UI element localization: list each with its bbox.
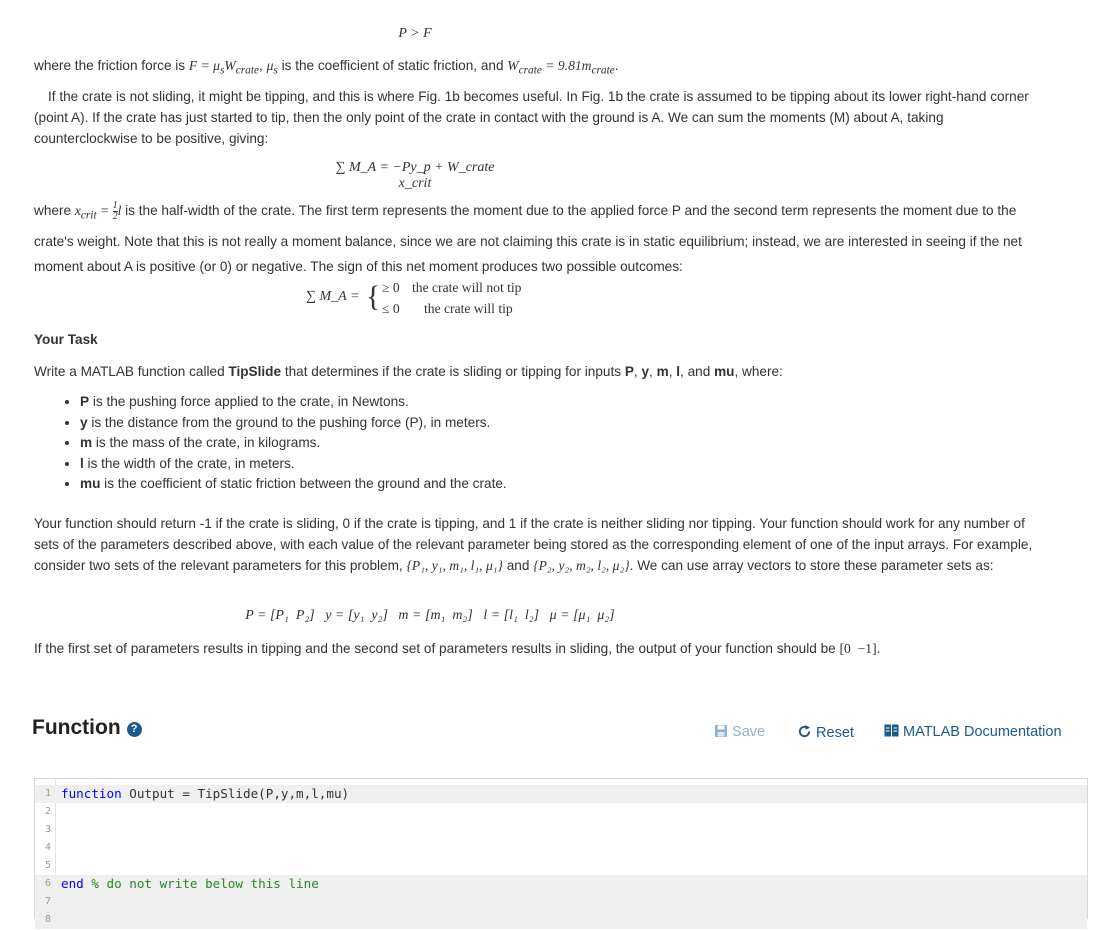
code-text — [61, 785, 349, 803]
param-desc: is the width of the crate, in meters. — [83, 455, 295, 471]
param-term: m — [80, 435, 93, 451]
text: , — [668, 364, 677, 379]
math-part: l — [117, 203, 122, 218]
case1-condition: ≥ 0 — [382, 280, 400, 295]
param-term: y — [80, 414, 88, 430]
code-comment: % do not write below this line — [83, 876, 319, 891]
paragraph-task-intro — [34, 361, 1044, 382]
parameter-list — [62, 392, 507, 495]
code-line — [35, 785, 1087, 803]
list-item — [80, 474, 507, 495]
text: , where: — [734, 364, 783, 379]
math-part: W — [224, 58, 236, 73]
param-desc: is the mass of the crate, in kilograms. — [92, 435, 321, 451]
text: Write a MATLAB function called — [34, 364, 229, 379]
line-number: 1 — [44, 788, 51, 799]
param: m — [656, 364, 669, 379]
equation-arrays: P = [P₁ P₂] y = [y₁ y₂] m = [m₁ m₂] l = [l₁ l₂] μ = [μ₁ μ₂] — [245, 608, 615, 623]
equation-cases — [306, 280, 566, 320]
param-term: l — [80, 455, 84, 471]
math-sub: s — [220, 64, 225, 77]
matlab-documentation-link[interactable] — [884, 724, 1062, 740]
list-item — [80, 392, 507, 413]
text: If the first set of parameters results in tipping and the second set of parameters results in sliding, the output of your function should be — [34, 641, 840, 656]
code-line[interactable] — [35, 803, 1087, 821]
line-number: 2 — [44, 806, 51, 817]
code-line[interactable] — [35, 857, 1087, 875]
documentation-label: MATLAB Documentation — [903, 724, 1062, 740]
text: . — [614, 58, 619, 73]
case2-text: the crate will tip — [424, 301, 513, 316]
text: , — [259, 58, 267, 73]
math-xcrit — [74, 200, 122, 223]
function-title-text: Function — [32, 716, 121, 739]
param-desc: is the distance from the ground to the pushing force (P), in meters. — [87, 414, 491, 430]
reset-button[interactable] — [797, 724, 854, 741]
math-sub: crate — [518, 64, 542, 77]
case2-condition: ≤ 0 — [382, 301, 400, 316]
text: that determines if the crate is sliding or tipping for inputs — [281, 364, 625, 379]
text: Your function should return -1 if the crate is sliding, 0 if the crate is tipping, and 1 if the crate is neither sliding nor tipping. Your function should work for any number of sets of the parameters described above, with each value of the relevant parameter being stored as the corresponding element of one of the input arrays. For example, consider two sets of the relevant parameters for this problem, — [34, 516, 1033, 573]
math-mu — [266, 58, 278, 77]
text: , — [633, 364, 642, 379]
math-sub: crate — [591, 64, 615, 77]
code-line[interactable] — [35, 821, 1087, 839]
code-line — [35, 911, 1087, 929]
reset-label: Reset — [816, 725, 854, 741]
function-name: TipSlide — [228, 364, 282, 379]
text: , and — [680, 364, 715, 379]
fraction-denominator: 2 — [112, 211, 118, 223]
code-line[interactable] — [35, 839, 1087, 857]
save-label: Save — [732, 724, 766, 740]
save-button[interactable] — [714, 724, 765, 740]
paragraph-example — [34, 638, 1044, 659]
param-term: mu — [80, 476, 101, 492]
text: where — [34, 203, 75, 218]
cases-brace-icon: { — [366, 280, 381, 313]
cases-lhs: ∑ M_A = — [306, 289, 360, 304]
math-part: μ — [266, 58, 274, 73]
task-heading: Your Task — [34, 332, 98, 347]
math-part: = — [96, 203, 113, 218]
line-number: 3 — [44, 824, 51, 835]
math-part: W — [507, 58, 519, 73]
case1-text: the crate will not tip — [412, 280, 522, 295]
param-desc: is the pushing force applied to the crate, in Newtons. — [89, 394, 409, 409]
line-number: 6 — [44, 878, 51, 889]
param-term: P — [80, 394, 90, 409]
line-number: 8 — [44, 914, 51, 925]
text: . — [876, 641, 881, 656]
paragraph-friction — [34, 55, 1044, 82]
refresh-icon — [797, 724, 812, 739]
paragraph-tipping: If the crate is not sliding, it might be tipping, and this is where Fig. 1b becomes useful. In Fig. 1b the crate is assumed to be tipping about its lower right-hand corner (point A). If the crate has just started to tip, then the only point of the crate in contact with the ground is A. We can sum the moments (M) about A, taking counterclockwise to be positive, giving: — [34, 89, 1029, 146]
list-item — [80, 413, 507, 434]
param: l — [676, 364, 681, 379]
math-set1: {P₁, y₁, m₁, l₁, μ₁} — [406, 558, 503, 573]
text: is the coefficient of static friction, and — [277, 58, 508, 73]
math-friction — [188, 58, 260, 77]
text: and — [502, 558, 534, 573]
text: , — [649, 364, 657, 379]
equation-moment-sum: ∑ M_A = −Py_p + W_crate x_crit — [335, 160, 495, 191]
code-line — [35, 875, 1087, 893]
line-number: 4 — [44, 842, 51, 853]
math-weight — [507, 58, 615, 77]
list-item — [80, 454, 507, 475]
function-title — [32, 716, 142, 740]
math-sub: crate — [235, 64, 260, 77]
text: is the half-width of the crate. The first term represents the moment due to the applied force P and the second term represents the moment due to the crate's weight. Note that this is not really a moment balance, since we are not claiming this crate is in static equilibrium; instead, we are interested in seeing if the net moment about A is positive (or 0) or negative. The sign of this net moment produces two possible outcomes: — [34, 203, 1022, 274]
param: P — [624, 364, 634, 379]
math-part: F = μ — [188, 58, 220, 73]
math-part: = 9.81m — [541, 58, 592, 73]
floppy-disk-icon — [714, 724, 728, 738]
equation-sliding-condition: P > F — [398, 26, 432, 41]
help-icon[interactable]: ? — [127, 722, 142, 737]
line-number: 7 — [44, 896, 51, 907]
code-editor[interactable] — [34, 778, 1088, 925]
param: mu — [714, 364, 735, 379]
list-item — [80, 433, 507, 454]
code-line — [35, 893, 1087, 911]
math-part: x — [74, 203, 81, 218]
fraction-numerator: 1 — [112, 200, 118, 212]
code-keyword: end — [61, 876, 84, 891]
math-sub: s — [273, 64, 278, 77]
paragraph-return — [34, 513, 1044, 576]
math-output-vector: [0 −1] — [839, 641, 877, 656]
text: . We can use array vectors to store these parameter sets as: — [629, 558, 994, 573]
math-sub: crit — [80, 209, 97, 222]
book-icon — [884, 724, 899, 737]
param-desc: is the coefficient of static friction between the ground and the crate. — [100, 476, 507, 492]
text: where the friction force is — [34, 58, 189, 73]
line-number: 5 — [44, 860, 51, 871]
param: y — [641, 364, 650, 379]
code-keyword: function — [61, 786, 122, 801]
math-set2: {P₂, y₂, m₂, l₂, μ₂} — [533, 558, 630, 573]
code-rest: Output = TipSlide(P,y,m,l,mu) — [121, 786, 350, 801]
paragraph-xcrit — [34, 198, 1044, 279]
code-text — [61, 875, 319, 893]
